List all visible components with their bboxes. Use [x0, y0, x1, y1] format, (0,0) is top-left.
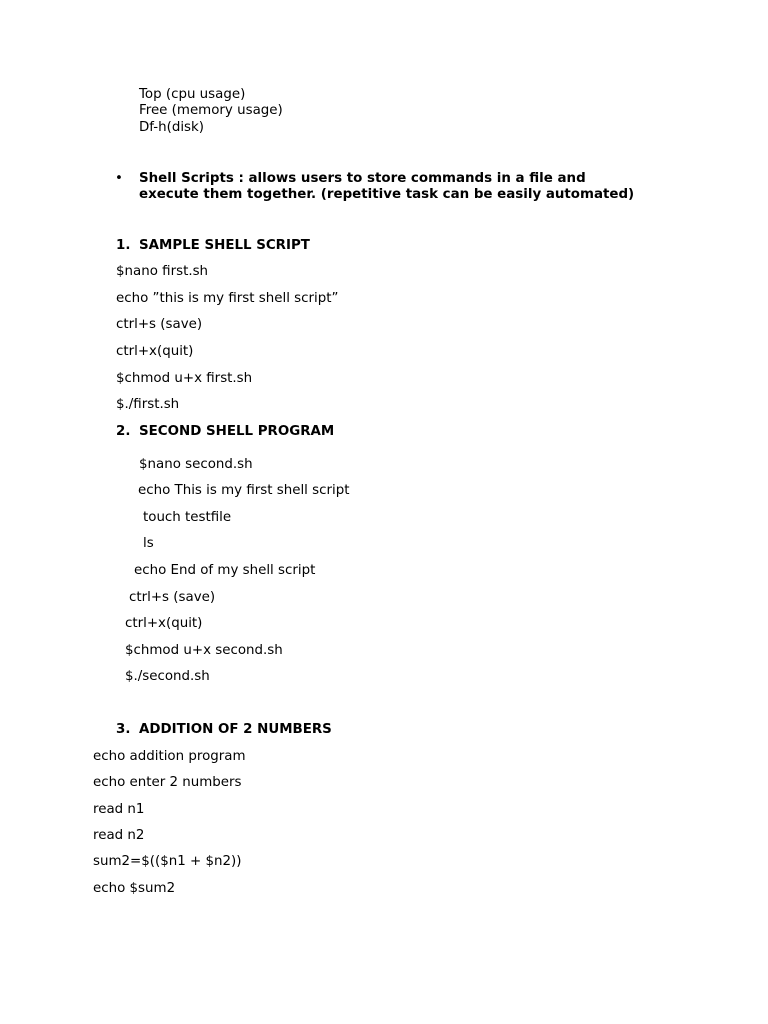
section-2-line: touch testfile — [143, 510, 232, 525]
bullet-marker: • — [115, 171, 123, 186]
section-2-line: $chmod u+x second.sh — [125, 643, 283, 658]
section-3-number: 3. — [116, 722, 131, 737]
section-1-title: SAMPLE SHELL SCRIPT — [139, 238, 310, 253]
section-3-line: echo addition program — [93, 749, 246, 764]
section-2-line: ctrl+s (save) — [129, 590, 216, 605]
section-2-number: 2. — [116, 424, 131, 439]
section-2-line: ctrl+x(quit) — [125, 616, 203, 631]
section-3-line: read n1 — [93, 802, 145, 817]
section-1-line: $nano first.sh — [116, 264, 209, 279]
section-2-line: ls — [143, 536, 154, 551]
section-1-line: ctrl+s (save) — [116, 317, 203, 332]
section-3-line: echo enter 2 numbers — [93, 775, 242, 790]
section-3-line: echo $sum2 — [93, 881, 176, 896]
bullet-text-line-2: execute them together. (repetitive task can be easily automated) — [139, 187, 635, 202]
section-3-line: read n2 — [93, 828, 145, 843]
section-2-line: $nano second.sh — [139, 457, 253, 472]
command-top: Top (cpu usage) — [139, 87, 246, 102]
command-df: Df-h(disk) — [139, 120, 205, 135]
section-1-number: 1. — [116, 238, 131, 253]
bullet-text-line-1: Shell Scripts : allows users to store commands in a file and — [139, 171, 586, 186]
section-2-line: echo This is my first shell script — [138, 483, 350, 498]
section-1-line: $chmod u+x first.sh — [116, 371, 253, 386]
section-2-line: echo End of my shell script — [134, 563, 316, 578]
section-1-line: ctrl+x(quit) — [116, 344, 194, 359]
section-1-line: echo ”this is my first shell script” — [116, 291, 339, 306]
section-3-line: sum2=$(($n1 + $n2)) — [93, 854, 242, 869]
section-2-line: $./second.sh — [125, 669, 210, 684]
command-free: Free (memory usage) — [139, 103, 283, 118]
section-1-line: $./first.sh — [116, 397, 180, 412]
section-2-title: SECOND SHELL PROGRAM — [139, 424, 335, 439]
section-3-title: ADDITION OF 2 NUMBERS — [139, 722, 332, 737]
